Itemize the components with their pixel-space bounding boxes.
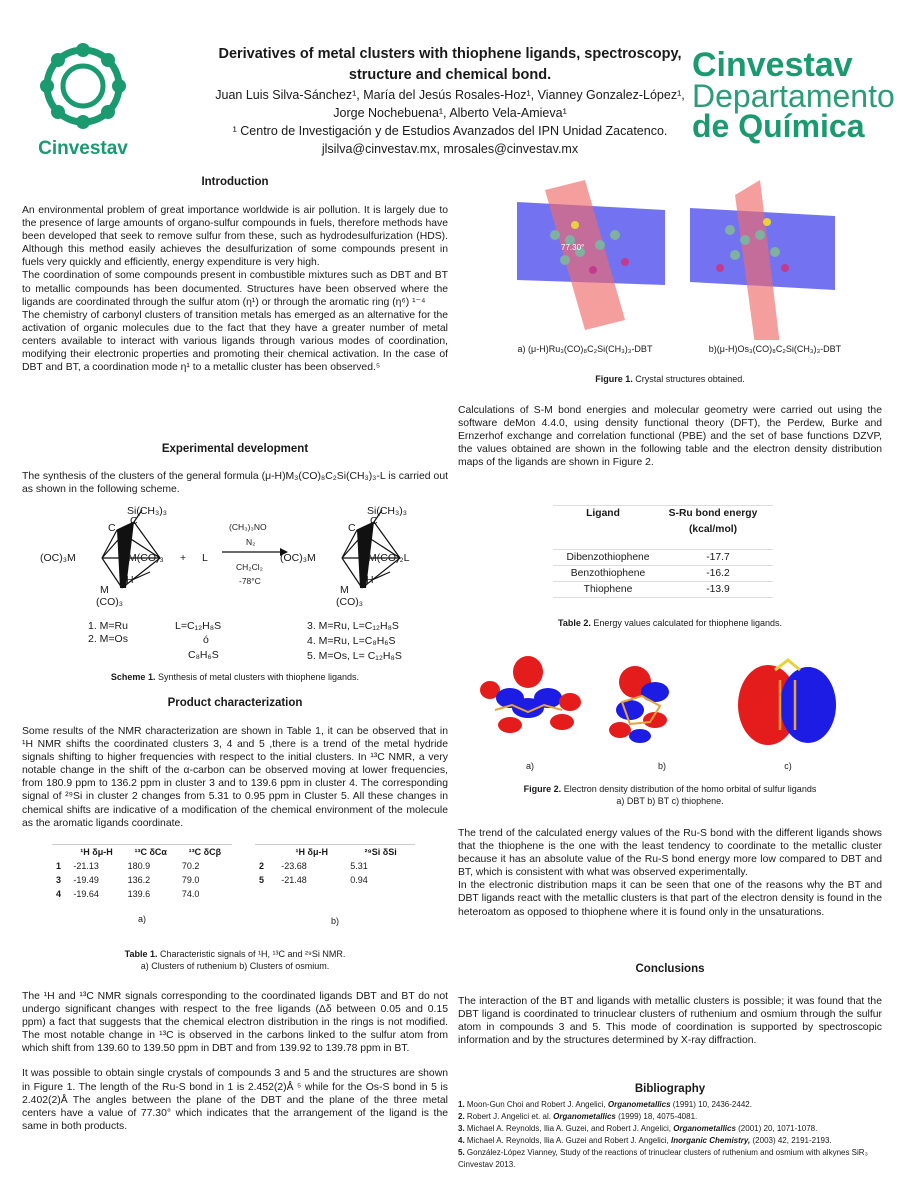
scheme-reagent-4: -78°C [239,576,261,586]
table-1a-label: a) [137,914,146,924]
conclusions-heading: Conclusions [635,963,705,975]
table-cell: Benzothiophene [570,568,646,579]
orbital-dbt [480,656,581,733]
table-1b-h1: ¹H δμ-H [295,847,328,857]
table-2-caption-label: Table 2. [558,618,591,628]
figure-1-caption-text: Crystal structures obtained. [632,374,745,384]
table-2-caption [458,617,882,629]
table-cell: -17.7 [706,552,730,563]
table-cell: -21.13 [73,861,99,871]
conclusions-paragraph: The interaction of the BT and ligands with metallic clusters is possible; it was found that the DBT ligand is coordinated to trinuclear clusters of ruthenium and osmium through the sulfur atom in compounds 3 and 5. This mode of coordination is supported by spectroscopic information and by the structures determined by X-ray diffraction. [458,996,882,1047]
bib-journal: Inorganic Chemistry, [671,1136,751,1145]
scheme-left-oc3m: (OC)₃M [40,552,76,564]
figure-1-caption-label: Figure 1. [595,374,633,384]
bib-journal: Organometallics [553,1112,616,1121]
scheme-left-c2: C [130,515,138,527]
cinvestav-logo-left [28,40,138,159]
emails: jlsilva@cinvestav.mx, mrosales@cinvestav.mx [321,142,579,156]
table-row [553,582,773,598]
bib-item [458,1123,882,1135]
cinvestav-emblem-icon [28,40,138,135]
logo-left-text: Cinvestav [38,138,128,159]
table-cell: -19.64 [73,889,99,899]
table-1a-h1: ¹H δμ-H [80,847,113,857]
table-cell: 74.0 [181,889,200,899]
logo-right-line-2: Departamento [692,78,895,114]
bib-text: Robert J. Angelici et. al. [464,1112,554,1121]
table-cell: 5.31 [350,861,368,871]
table-1a-wrap [52,844,232,925]
bib-number: 5. [458,1148,465,1157]
scheme-left-co3: (CO)₃ [96,596,124,608]
table-cell: 4 [56,889,62,899]
table-1b-h2: ²⁹Si δSi [364,847,397,857]
scheme-plus: + [180,552,187,564]
table-1a-header [52,845,232,859]
poster-title [160,44,740,86]
bib-item [458,1147,882,1171]
figure-1-caption [458,373,882,385]
bib-text: González-López Vianney, Study of the reactions of trinuclear clusters of ruthenium and osmium with alkynes SiR₃ Cinvestav 2013. [458,1148,868,1169]
table-cell: 139.6 [127,889,151,899]
authors-block [160,86,740,158]
bib-text: Michael A. Reynolds, Ilia A. Guzei and Robert J. Angelici, [464,1136,671,1145]
scheme-reagent-3: CH₂Cl₂ [236,562,263,572]
scheme-right-mco2l: M(CO)₂L [368,552,410,564]
angle-label: 77.30° [561,243,585,252]
table-row [255,859,415,873]
calculations-paragraph: Calculations of S-M bond energies and molecular geometry were carried out using the software deMon 4.4.0, using density functional theory (DFT), the Perdew, Burke and Ernzerhof exchange and correlation functional (PBE) and the set of base functions DZVP, the values obtained are shown in the following table and the electron density distribution maps of the ligands are shown in Figure 2. [458,405,882,469]
intro-section [22,204,448,374]
bib-post: (2003) 42, 2191-2193. [750,1136,832,1145]
table-1b-wrap [255,844,415,927]
table-row [553,566,773,582]
orbital-thiophene [738,660,836,745]
scheme-1 [22,500,448,680]
figure-2-caption-line-2: a) DBT b) BT c) thiophene. [616,796,724,806]
ligand-or: ó [203,634,209,646]
figure-1 [505,180,865,340]
table-cell: -19.49 [73,875,99,885]
figure-2-caption-label: Figure 2. [523,784,562,794]
bib-item [458,1099,882,1111]
intro-paragraph-1: An environmental problem of great importance worldwide is air pollution. It is largely due to the presence of large amounts of organo-sulfur compounds in fuels, therefore methods have been developed that seek to remove sulfur from these, such as hydrodesulfurization (HDS). Although this method easily achieves the desulfurization of some compounds present in fuels very quickly and efficiently, energy expenditure is very high. [22,205,448,269]
affiliation: ¹ Centro de Investigación y de Estudios Avanzados del IPN Unidad Zacatenco. [232,124,668,138]
table-cell: 70.2 [181,861,200,871]
bib-text: Michael A. Reynolds, Ilia A. Guzei, and Robert J. Angelici, [464,1124,674,1133]
ligand-formula-2: C₈H₆S [188,649,219,661]
table-2-h-energy-block [653,508,773,535]
bib-item [458,1111,882,1123]
orbital-bt [609,666,669,743]
scheme-caption-text: Synthesis of metal clusters with thiophene ligands. [155,672,360,682]
table-2 [553,505,773,598]
crystal-structures-image [505,180,865,340]
discussion-section [458,827,882,919]
product-paragraph: Some results of the NMR characterization are shown in Table 1, it can be observed that in ¹H NMR shifts the coordinated clusters 3, 4 and 5 ,there is a trend of the metal hydride signals shifting to higher frequencies with respect to the initial clusters. In ¹³C NMR, a very notable change in the shift of the α-carbon can be observed moving at lower frequencies, from 180.9 ppm to 136.2 ppm in cluster 3 and to 139.6 ppm in cluster 4. The corresponding signal of ²⁹Si in cluster 2 changes from 5.31 to 0.95 ppm in Cluster 5. All these changes in chemical shifts are indicative of a modification of the chemical environment of the molecule as the aromatic ligands coordinate. [22,726,448,829]
table-2-h-unit: (kcal/mol) [688,524,738,535]
bib-journal: Organometallics [673,1124,736,1133]
table-1b [255,845,415,887]
bib-text: Moon-Gun Choi and Robert J. Angelici, [464,1100,608,1109]
intro-paragraph-2: The coordination of some compounds present in combustible mixtures such as DBT and BT to metallic compounds has been documented. Structures have been observed where the ligands are coordinated through the sulfur atom (η¹) or through the aromatic ring (η⁶) ¹⁻⁴ [22,270,448,308]
table-2-header [553,505,773,535]
nmr-ligand-paragraph: The ¹H and ¹³C NMR signals corresponding to the coordinated ligands DBT and BT do not undergo significant changes with respect to the free ligands (Δδ between 0.05 and 0.15 ppm) a fact that suggests that the chemical electron distribution in the rings is not modified. The most notable change in ¹³C is observed in the carbons linked to the sulfur atom from which shift from 139.60 to 139.50 ppm in DBT and from 139.92 to 139.78 ppm in BT. [22,991,448,1055]
table-cell: Thiophene [583,584,633,595]
table-cell: 2 [259,861,265,871]
table-1-caption-label: Table 1. [124,949,158,959]
bib-number: 4. [458,1136,465,1145]
table-cell: 3 [56,875,62,885]
table-1-caption [22,948,448,972]
scheme-caption [22,671,448,683]
bib-item [458,1135,882,1147]
bib-post: (1991) 10, 2436-2442. [670,1100,752,1109]
table-row [52,873,232,887]
logo-right-line-1: Cinvestav [692,46,853,84]
scheme-left-sime3: Si(CH₃)₃ [127,505,168,517]
discussion-paragraph-1: The trend of the calculated energy values of the Ru-S bond with the different ligands shows that the thiophene is the one with the least tendency to coordinate to the metallic cluster because it has an absolute value of the Ru-S bond energy more low compared to DBT and BT, which is consistent with what was observed experimentally. [458,828,882,879]
scheme-right-oc3m: (OC)₃M [280,552,316,564]
table-1-caption-text: Characteristic signals of ¹H, ¹³C and ²⁹Si NMR. [157,949,346,959]
bib-journal: Organometallics [607,1100,671,1109]
scheme-left-mco3: M(CO)₃ [128,552,164,564]
scheme-right-c2: C [370,515,378,527]
discussion-paragraph-2: In the electronic distribution maps it can be seen that one of the reasons why the BT and DBT ligands react with the metallic clusters is that part of the electron density is found in the heteroatom as opposed to thiophene where it is found only in the unsaturations. [458,880,882,918]
table-2-h-energy: S-Ru bond energy [668,508,758,519]
figure-2-label-b: b) [657,761,666,771]
authors-line-1: Juan Luis Silva-Sánchez¹, María del Jesús Rosales-Hoz¹, Vianney Gonzalez-López¹, [215,88,685,102]
table-cell: Dibenzothiophene [566,552,650,563]
table-2-h-ligand: Ligand [586,508,620,519]
product-heading: Product characterization [167,697,303,709]
table-row [553,550,773,566]
scheme-ligand-l: L [202,552,208,564]
logo-right-line-3: de Química [692,108,865,144]
intro-heading: Introduction [201,176,269,188]
scheme-right-co3: (CO)₃ [336,596,364,608]
figure-2-label-c: c) [784,761,792,771]
table-1a-h0 [52,845,69,859]
table-1b-h0 [255,845,277,859]
scheme-right-h: H [366,574,374,586]
table-cell: 180.9 [127,861,151,871]
table-1a-h2: ¹³C δCα [134,847,167,857]
figure-1-label-b: b)(μ-H)Os₃(CO)₈C₂Si(CH₃)₃-DBT [708,344,842,354]
bib-number: 1. [458,1100,465,1109]
figure-2-caption-text: Electron density distribution of the homo orbital of sulfur ligands [561,784,817,794]
table-row [52,887,232,901]
table-1b-header [255,845,415,859]
cinvestav-logo-right [692,46,895,144]
table-cell: 79.0 [181,875,200,885]
bib-number: 2. [458,1112,465,1121]
table-cell: 0.94 [350,875,368,885]
title-line-2: structure and chemical bond. [348,67,552,83]
figure-2-label-a: a) [525,761,534,771]
bibliography-list [458,1099,882,1171]
table-cell: 136.2 [127,875,151,885]
figure-1-label-a: a) (μ-H)Ru₃(CO)₈C₂Si(CH₃)₃-DBT [517,344,653,354]
scheme-right-sime3: Si(CH₃)₃ [367,505,408,517]
intro-paragraph-3: The chemistry of carbonyl clusters of transition metals has emerged as an alternative for the activation of organic molecules due to the fact that they have a greater number of metal centers available to interact with various ligands through various modes of coordination, modifying their electronic properties and promoting their chemical activation. In the case of DBT and BT, a coordination mode η¹ to a metallic cluster has been observed.⁵ [22,309,448,374]
compound-2: 2. M=Os [88,633,128,645]
scheme-reagent-1: (CH₃)₃NO [229,522,267,532]
homo-orbitals-image [470,650,870,760]
scheme-right-c1: C [348,522,356,534]
figure-2-caption [458,783,882,807]
scheme-left-c1: C [108,522,116,534]
crystal-paragraph: It was possible to obtain single crystals of compounds 3 and 5 and the structures are shown in Figure 1. The length of the Ru-S bond in 1 is 2.452(2)Å ⁵ while for the Os-S bond in 5 is 2.402(2)Å The angles between the plane of the DBT and the plane of the three metal centers have a value of 77.30° which indicates that the arrangement of the ligand is the same in both products. [22,1068,448,1132]
compound-1: 1. M=Ru [88,620,128,632]
scheme-left-m: M [100,584,109,596]
title-line-1: Derivatives of metal clusters with thiophene ligands, spectroscopy, [218,46,682,62]
scheme-caption-label: Scheme 1. [110,672,156,682]
compound-5: 5. M=Os, L= C₁₂H₈S [307,650,402,662]
experimental-paragraph: The synthesis of the clusters of the general formula (μ-H)M₃(CO)₈C₂Si(CH₃)₃-L is carried out as shown in the following scheme. [22,471,448,496]
bib-post: (2001) 20, 1071-1078. [735,1124,818,1133]
table-1a-h3: ¹³C δCβ [188,847,222,857]
compound-4: 4. M=Ru, L=C₈H₆S [307,635,396,647]
left-bottom-section [22,990,448,1133]
bib-number: 3. [458,1124,465,1133]
table-cell: -21.48 [281,875,307,885]
authors-line-2: Jorge Nochebuena¹, Alberto Vela-Amieva¹ [333,106,567,120]
table-1b-label: b) [330,916,339,926]
scheme-left-h: H [126,574,134,586]
table-row [255,873,415,887]
ligand-formula-1: L=C₁₂H₈S [175,620,222,632]
table-cell: 1 [56,861,62,871]
experimental-heading: Experimental development [161,443,309,455]
table-row [52,859,232,873]
table-cell: 5 [259,875,265,885]
compound-3: 3. M=Ru, L=C₁₂H₈S [307,620,399,632]
table-2-caption-text: Energy values calculated for thiophene ligands. [590,618,782,628]
bibliography-heading: Bibliography [634,1083,706,1095]
table-cell: -13.9 [706,584,730,595]
scheme-reagent-2: N₂ [246,537,256,547]
figure-2 [470,650,870,760]
scheme-right-m: M [340,584,349,596]
table-cell: -16.2 [706,568,730,579]
table-1a [52,845,232,901]
table-1-caption-line-2: a) Clusters of ruthenium b) Clusters of osmium. [140,961,330,971]
bib-post: (1999) 18, 4075-4081. [615,1112,698,1121]
table-cell: -23.68 [281,861,307,871]
